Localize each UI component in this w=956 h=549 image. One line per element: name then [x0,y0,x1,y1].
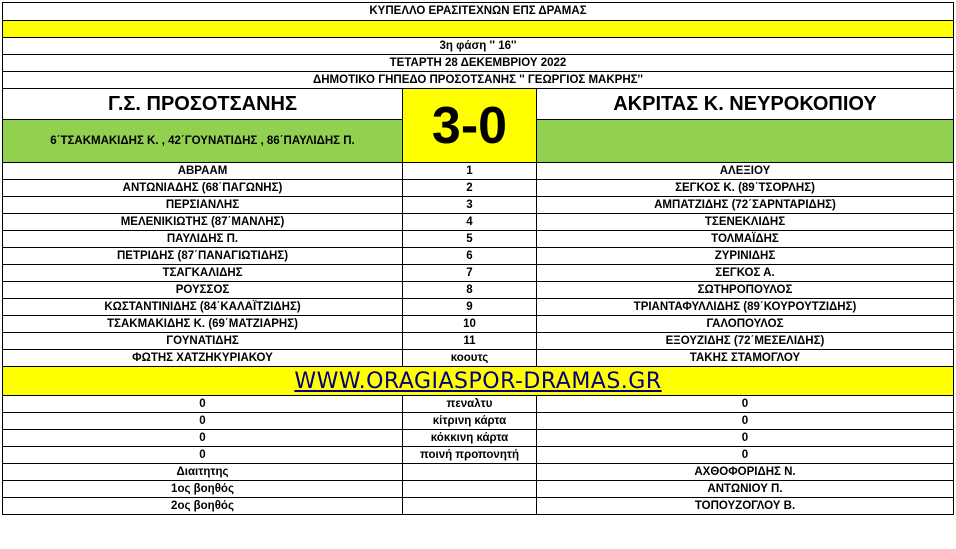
official-role: Διαιτητης [3,464,403,481]
shirt-number: 1 [403,163,537,180]
official-name: ΑΝΤΩΝΙΟΥ Π. [537,481,954,498]
lineup-row [3,231,954,248]
away-player: ΣΕΓΚΟΣ Κ. (89΄ΤΣΟΡΛΗΣ) [537,180,954,197]
away-player: ΣΩΤΗΡΟΠΟΥΛΟΣ [537,282,954,299]
official-spacer [403,498,537,515]
home-player: ΠΑΥΛΙΔΗΣ Π. [3,231,403,248]
official-role: 1ος βοηθός [3,481,403,498]
shirt-number: 11 [403,333,537,350]
home-player: ΑΝΤΩΝΙΑΔΗΣ (68΄ΠΑΓΩΝΗΣ) [3,180,403,197]
official-role: 2ος βοηθός [3,498,403,515]
shirt-number: 8 [403,282,537,299]
lineup-row [3,282,954,299]
match-date: ΤΕΤΑΡΤΗ 28 ΔΕΚΕΜΒΡΙΟΥ 2022 [3,55,954,72]
home-scorers: 6΄ΤΣΑΚΜΑΚΙΔΗΣ Κ. , 42΄ΓΟΥΝΑΤΙΔΗΣ , 86΄ΠΑΥΛΙΔΗΣ Π. [3,120,403,163]
away-player: ΕΞΟΥΖΙΔΗΣ (72΄ΜΕΣΕΛΙΔΗΣ) [537,333,954,350]
home-player: ΤΣΑΚΜΑΚΙΔΗΣ Κ. (69΄ΜΑΤΖΙΑΡΗΣ) [3,316,403,333]
away-player: ΓΑΛΟΠΟΥΛΟΣ [537,316,954,333]
coaches-row [3,350,954,367]
stat-label: κόκκινη κάρτα [403,430,537,447]
away-scorers [537,120,954,163]
date-row [3,55,954,72]
lineup-row [3,333,954,350]
away-player: ΤΣΕΝΕΚΛΙΔΗΣ [537,214,954,231]
away-player: ΑΛΕΞΙΟΥ [537,163,954,180]
away-team-name: ΑΚΡΙΤΑΣ Κ. ΝΕΥΡΟΚΟΠΙΟΥ [537,89,954,120]
home-stat: 0 [3,396,403,413]
lineup-row [3,214,954,231]
phase-row [3,38,954,55]
official-spacer [403,464,537,481]
shirt-number: 9 [403,299,537,316]
official-name: ΑΧΘΟΦΟΡΙΔΗΣ Ν. [537,464,954,481]
official-spacer [403,481,537,498]
yellow-spacer [3,21,954,38]
home-team-name: Γ.Σ. ΠΡΟΣΟΤΣΑΝΗΣ [3,89,403,120]
competition-title: ΚΥΠΕΛΛΟ ΕΡΑΣΙΤΕΧΝΩΝ ΕΠΣ ΔΡΑΜΑΣ [3,3,954,21]
away-player: ΣΕΓΚΟΣ Α. [537,265,954,282]
shirt-number: 2 [403,180,537,197]
lineup-row [3,316,954,333]
lineup-row [3,180,954,197]
home-stat: 0 [3,413,403,430]
home-player: ΜΕΛΕΝΙΚΙΩΤΗΣ (87΄ΜΑΝΛΗΣ) [3,214,403,231]
away-stat: 0 [537,430,954,447]
home-player: ΑΒΡΑΑΜ [3,163,403,180]
match-venue: ΔΗΜΟΤΙΚΟ ΓΗΠΕΔΟ ΠΡΟΣΟΤΣΑΝΗΣ '' ΓΕΩΡΓΙΟΣ ΜΑΚΡΗΣ'' [3,72,954,89]
away-player: ΤΡΙΑΝΤΑΦΥΛΛΙΔΗΣ (89΄ΚΟΥΡΟΥΤΖΙΔΗΣ) [537,299,954,316]
website-link[interactable]: WWW.ORAGIASPOR-DRAMAS.GR [294,368,662,394]
yellow-spacer-row [3,21,954,38]
home-player: ΚΩΣΤΑΝΤΙΝΙΔΗΣ (84΄ΚΑΛΑΪΤΖΙΔΗΣ) [3,299,403,316]
away-player: ΑΜΠΑΤΖΙΔΗΣ (72΄ΣΑΡΝΤΑΡΙΔΗΣ) [537,197,954,214]
stat-row [3,447,954,464]
phase-label: 3η φάση '' 16'' [3,38,954,55]
official-row [3,498,954,515]
home-player: ΓΟΥΝΑΤΙΔΗΣ [3,333,403,350]
away-stat: 0 [537,396,954,413]
stat-row [3,430,954,447]
official-row [3,464,954,481]
stat-label: κίτρινη κάρτα [403,413,537,430]
shirt-number: 3 [403,197,537,214]
away-stat: 0 [537,447,954,464]
home-stat: 0 [3,447,403,464]
stat-label: ποινή προπονητή [403,447,537,464]
away-coach: ΤΑΚΗΣ ΣΤΑΜΟΓΛΟΥ [537,350,954,367]
home-player: ΠΕΤΡΙΔΗΣ (87΄ΠΑΝΑΓΙΩΤΙΔΗΣ) [3,248,403,265]
official-name: ΤΟΠΟΥΖΟΓΛΟΥ Β. [537,498,954,515]
lineup-row [3,163,954,180]
shirt-number: 7 [403,265,537,282]
competition-row [3,3,954,21]
lineup-row [3,248,954,265]
away-player: ΤΟΛΜΑΪΔΗΣ [537,231,954,248]
shirt-number: 6 [403,248,537,265]
home-coach: ΦΩΤΗΣ ΧΑΤΖΗΚΥΡΙΑΚΟΥ [3,350,403,367]
venue-row [3,72,954,89]
teams-row [3,89,954,120]
final-score: 3-0 [403,89,537,163]
away-stat: 0 [537,413,954,430]
website-cell [3,367,954,396]
stat-row [3,413,954,430]
shirt-number: 10 [403,316,537,333]
home-player: ΡΟΥΣΣΟΣ [3,282,403,299]
match-report-table [2,2,954,515]
lineup-row [3,265,954,282]
lineup-row [3,197,954,214]
stat-label: πεναλτυ [403,396,537,413]
stat-row [3,396,954,413]
lineup-row [3,299,954,316]
home-stat: 0 [3,430,403,447]
away-player: ΖΥΡΙΝΙΔΗΣ [537,248,954,265]
official-row [3,481,954,498]
shirt-number: 4 [403,214,537,231]
coach-label: κοουτς [403,350,537,367]
home-player: ΠΕΡΣΙΑΝΛΗΣ [3,197,403,214]
website-row [3,367,954,396]
home-player: ΤΣΑΓΚΑΛΙΔΗΣ [3,265,403,282]
shirt-number: 5 [403,231,537,248]
